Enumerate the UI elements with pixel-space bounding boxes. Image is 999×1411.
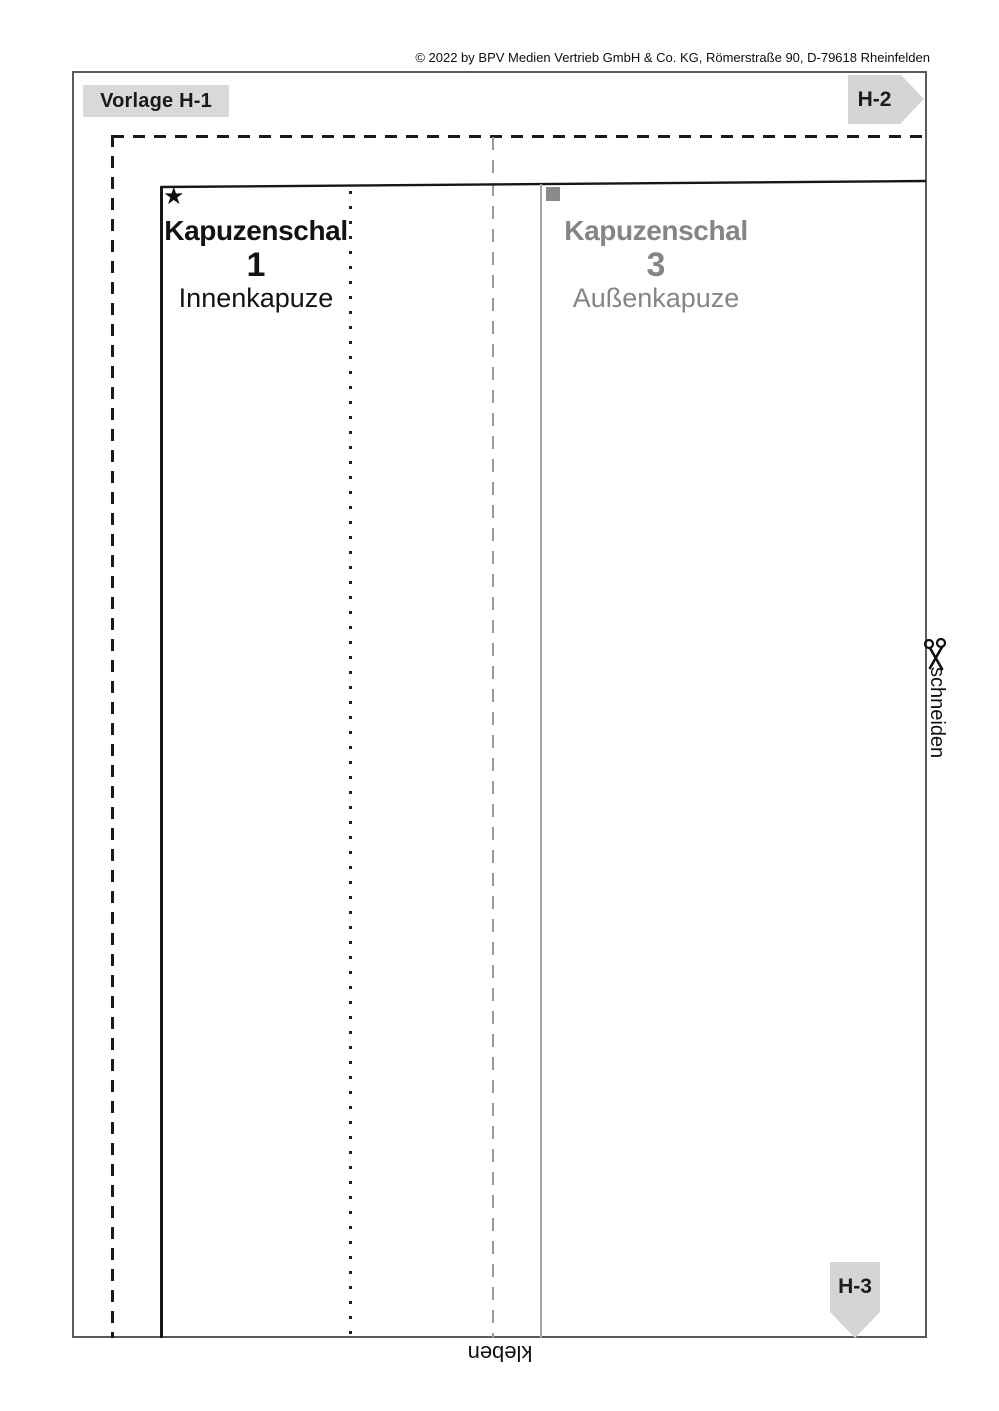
piece-3-subtitle: Außenkapuze bbox=[572, 283, 740, 313]
page-tab-h2-arrow bbox=[848, 75, 924, 124]
piece-3-title: Kapuzenschal bbox=[564, 215, 748, 246]
page-tab-h3-body bbox=[830, 1262, 880, 1312]
piece-outline-top bbox=[160, 177, 927, 191]
page-tab-h2-body bbox=[848, 75, 901, 124]
piece-1-title-block bbox=[160, 214, 352, 315]
arrow-down-tip-icon bbox=[830, 1312, 880, 1338]
cut-label: schneiden bbox=[926, 667, 948, 759]
star-icon: ★ bbox=[163, 183, 185, 210]
piece-3-title-block bbox=[556, 214, 756, 315]
square-icon bbox=[546, 187, 560, 201]
page-tab-h3-label: H-3 bbox=[838, 1275, 872, 1298]
glue-label: kleben bbox=[467, 1341, 533, 1366]
margin-dashed-line-left bbox=[111, 135, 114, 1338]
piece-outline-left bbox=[160, 186, 163, 1338]
piece-3-number: 3 bbox=[646, 246, 666, 284]
copyright-line: © 2022 by BPV Medien Vertrieb GmbH & Co. KG, Römerstraße 90, D-79618 Rheinfelden bbox=[415, 50, 930, 65]
template-label: Vorlage H-1 bbox=[100, 89, 212, 112]
margin-dashed-line-top bbox=[112, 135, 925, 138]
piece-1-title: Kapuzenschal bbox=[164, 215, 348, 246]
piece-3-edge-line bbox=[540, 184, 542, 1338]
page-tab-h3-arrow bbox=[830, 1262, 880, 1338]
fold-dotted-line bbox=[349, 191, 352, 1334]
cut-dashed-line-vertical bbox=[492, 137, 494, 1338]
page-tab-h2-label: H-2 bbox=[857, 87, 892, 111]
arrow-right-tip-icon bbox=[901, 75, 924, 123]
template-label-box bbox=[83, 85, 229, 117]
piece-1-number: 1 bbox=[246, 246, 266, 284]
piece-1-subtitle: Innenkapuze bbox=[178, 283, 334, 313]
